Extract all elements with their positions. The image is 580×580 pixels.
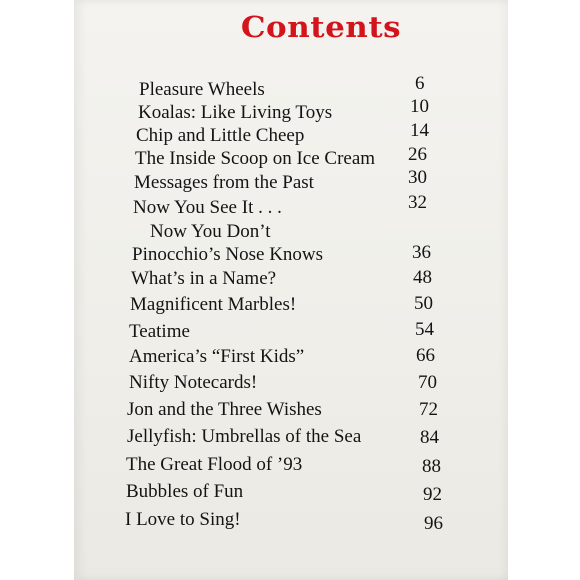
toc-entry-page: 14 — [410, 120, 429, 141]
toc-entry-page: 32 — [408, 192, 427, 213]
toc-entry-title: Pleasure Wheels — [139, 79, 265, 100]
toc-entry-title: Pinocchio’s Nose Knows — [132, 244, 324, 265]
toc-entry-title: What’s in a Name? — [131, 268, 277, 289]
toc-entry-page: 72 — [419, 399, 438, 420]
toc-entry-page: 50 — [414, 293, 433, 314]
toc-entry-title: Teatime — [129, 321, 190, 342]
toc-entry-title: Jon and the Three Wishes — [127, 399, 322, 420]
toc-entry-title: The Inside Scoop on Ice Cream — [135, 148, 376, 169]
toc-entry-page: 88 — [422, 456, 441, 477]
toc-entry-title: Messages from the Past — [134, 172, 314, 193]
toc-entry-title: America’s “First Kids” — [129, 346, 305, 367]
toc-entry-page: 70 — [418, 372, 437, 393]
toc-entry-title: Magnificent Marbles! — [130, 294, 297, 315]
contents-heading: Contents — [240, 11, 402, 45]
toc-entry-title: Bubbles of Fun — [126, 481, 244, 502]
toc-entry-title: Nifty Notecards! — [129, 372, 258, 393]
toc-entry-title: Now You See It . . . — [133, 197, 282, 218]
toc-entry-page: 30 — [408, 167, 427, 188]
toc-entry-title: Chip and Little Cheep — [136, 125, 305, 146]
toc-entry-page: 54 — [415, 319, 434, 340]
toc-entry-page: 92 — [423, 484, 442, 505]
book-page — [74, 0, 508, 580]
toc-entry-page: 48 — [413, 267, 432, 288]
toc-entry-page: 66 — [416, 345, 435, 366]
toc-entry-page: 96 — [424, 513, 443, 534]
toc-entry-page: 6 — [415, 73, 425, 94]
toc-entry-page: 26 — [408, 144, 427, 165]
toc-entry-page: 10 — [410, 96, 429, 117]
toc-entry-page: 84 — [420, 427, 439, 448]
toc-entry-title: Koalas: Like Living Toys — [138, 102, 333, 123]
toc-entry-title-continued: Now You Don’t — [150, 221, 271, 242]
toc-entry-title: I Love to Sing! — [125, 509, 241, 530]
toc-entry-title: The Great Flood of ’93 — [126, 454, 303, 475]
toc-entry-title: Jellyfish: Umbrellas of the Sea — [127, 426, 362, 447]
toc-entry-page: 36 — [412, 242, 431, 263]
